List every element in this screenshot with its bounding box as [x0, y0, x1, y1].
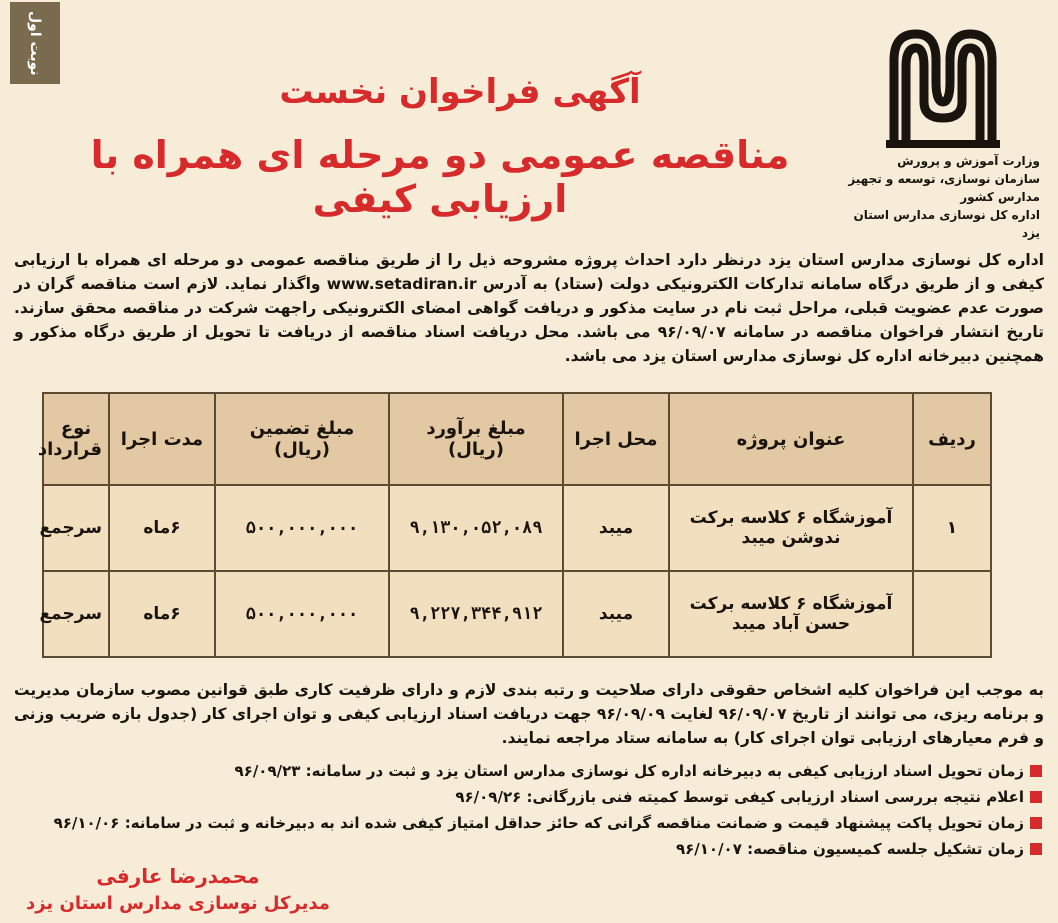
- signatory-role: مدیرکل نوسازی مدارس استان یزد: [26, 893, 330, 914]
- list-item: [14, 784, 1042, 810]
- bullet-icon: [1030, 765, 1042, 777]
- cell-location: میبد: [563, 571, 669, 657]
- col-guarantee: مبلغ تضمین (ریال): [215, 393, 389, 485]
- cell-guarantee: ۵۰۰,۰۰۰,۰۰۰: [215, 485, 389, 571]
- org-ministry: وزارت آموزش و پرورش: [897, 154, 1040, 168]
- cell-contract-type: سرجمع: [43, 485, 109, 571]
- table-row: [43, 485, 991, 571]
- list-item: [14, 810, 1042, 836]
- cell-location: میبد: [563, 485, 669, 571]
- col-project-title: عنوان پروژه: [669, 393, 913, 485]
- cell-estimate: ۹,۲۲۷,۳۴۴,۹۱۲: [389, 571, 563, 657]
- table-header-row: [43, 393, 991, 485]
- col-radif: ردیف: [913, 393, 991, 485]
- deadlines-list: [14, 758, 1042, 862]
- cell-estimate: ۹,۱۳۰,۰۵۲,۰۸۹: [389, 485, 563, 571]
- col-location: محل اجرا: [563, 393, 669, 485]
- notice-subtitle: مناقصه عمومی دو مرحله ای همراه با ارزیابی کیفی: [90, 133, 790, 221]
- projects-table: [37, 392, 992, 658]
- cell-project-title: آموزشگاه ۶ کلاسه برکت ندوشن میبد: [669, 485, 913, 571]
- cell-guarantee: ۵۰۰,۰۰۰,۰۰۰: [215, 571, 389, 657]
- ministry-logo: [876, 22, 1010, 156]
- cell-radif: [913, 571, 991, 657]
- org-provincial: اداره کل نوسازی مدارس استان یزد: [853, 208, 1040, 240]
- cell-radif: ۱: [913, 485, 991, 571]
- deadline-text: زمان تحویل پاکت پیشنهاد قیمت و ضمانت مناقصه گرانی که حائز حداقل امتیاز کیفی شده اند به دبیرخانه و ثبت در سامانه: ۹۶/۱۰/۰۶: [53, 814, 1024, 832]
- deadline-text: اعلام نتیجه بررسی اسناد ارزیابی کیفی توسط کمیته فنی بازرگانی: ۹۶/۰۹/۲۶: [455, 788, 1024, 806]
- deadline-text: زمان تشکیل جلسه کمیسیون مناقصه: ۹۶/۱۰/۰۷: [675, 840, 1024, 858]
- col-estimate: مبلغ برآورد (ریال): [389, 393, 563, 485]
- terms-paragraph: به موجب این فراخوان کلیه اشخاص حقوقی دارای صلاحیت و رتبه بندی لازم و دارای ظرفیت کاری طبق قوانین مصوب سازمان مدیریت و برنامه ریزی، می توانند از تاریخ ۹۶/۰۹/۰۷ لغایت ۹۶/۰۹/۰۹ جهت دریافت اسناد ارزیابی کیفی و توان اجرای کار (جدول بازه ضریب وزنی و فرم معیارهای ارزیابی توان اجرای کار) به سامانه ستاد مراجعه نمایند.: [14, 680, 1044, 747]
- table-row: [43, 571, 991, 657]
- col-contract-type: نوع قرارداد: [43, 393, 109, 485]
- bullet-icon: [1030, 843, 1042, 855]
- col-duration: مدت اجرا: [109, 393, 215, 485]
- cell-project-title: آموزشگاه ۶ کلاسه برکت حسن آباد میبد: [669, 571, 913, 657]
- deadline-text: زمان تحویل اسناد ارزیابی کیفی به دبیرخانه اداره کل نوسازی مدارس استان یزد و ثبت در سامانه: ۹۶/۰۹/۲۳: [234, 762, 1024, 780]
- list-item: [14, 758, 1042, 784]
- organization-block: [840, 152, 1040, 242]
- cell-contract-type: سرجمع: [43, 571, 109, 657]
- bullet-icon: [1030, 791, 1042, 803]
- signatory-name: محمدرضا عارفی: [96, 864, 260, 888]
- notice-title: آگهی فراخوان نخست: [279, 72, 641, 112]
- signature-block: [26, 861, 330, 917]
- cell-duration: ۶ماه: [109, 485, 215, 571]
- edition-badge: نوبت اول: [10, 2, 60, 84]
- org-national: سازمان نوسازی، توسعه و تجهیز مدارس کشور: [848, 172, 1040, 204]
- cell-duration: ۶ماه: [109, 571, 215, 657]
- intro-paragraph: اداره کل نوسازی مدارس استان یزد درنظر دارد احداث پروژه مشروحه ذیل را از طریق مناقصه عمومی دو مرحله ای همراه با ارزیابی کیفی و از طریق درگاه سامانه تدارکات الکترونیکی دولت (ستاد) به آدرس www.setadiran.ir واگذار نماید. لازم است مناقصه گران در صورت عدم عضویت قبلی، مراحل ثبت نام در سایت مذکور و دریافت گواهی امضای الکترونیکی راجهت شرکت در مناقصه محقق سازند. تاریخ انتشار فراخوان مناقصه در سامانه ۹۶/۰۹/۰۷ می باشد. محل دریافت اسناد مناقصه از دریافت تا تحویل از طریق درگاه مذکور و همچنین دبیرخانه اداره کل نوسازی مدارس استان یزد می باشد.: [14, 250, 1044, 365]
- bullet-icon: [1030, 817, 1042, 829]
- list-item: [14, 836, 1042, 862]
